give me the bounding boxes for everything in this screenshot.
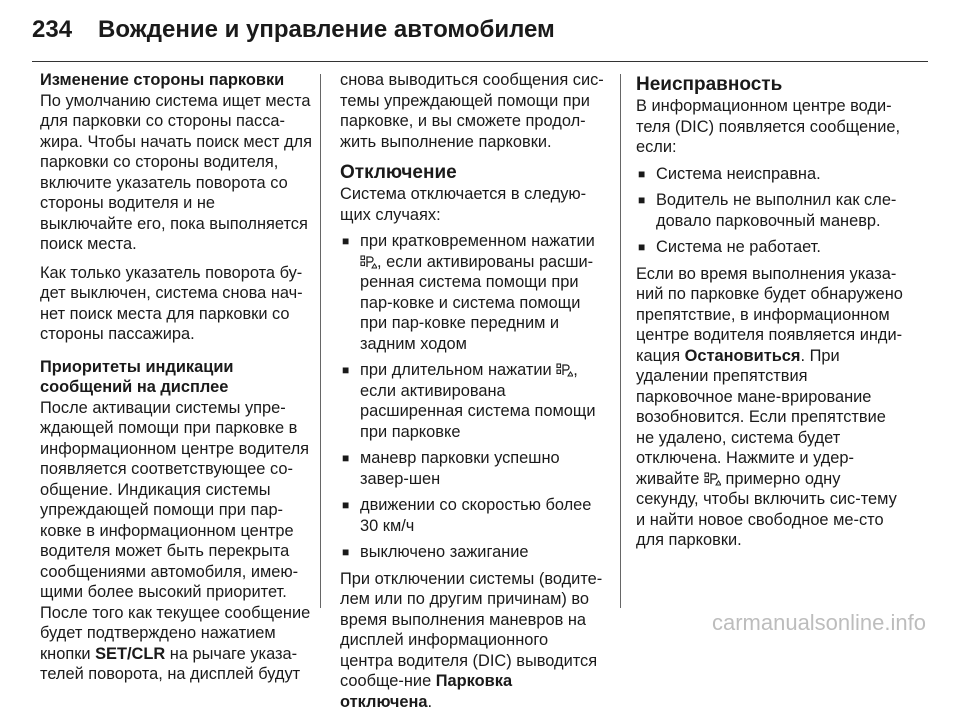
column-3	[636, 70, 904, 551]
heading-fault: Неисправность	[636, 74, 904, 96]
list-item: ■ при кратковременном нажатии , если активированы расши-ренная система помощи при пар-ковке и система помощи при пар-ковке передним и задним ходом	[340, 231, 604, 354]
column-divider-2	[620, 74, 621, 608]
paragraph-fault-intro: В информационном центре води-теля (DIC) появляется сообщение, если:	[636, 96, 904, 158]
message-parking-off: Парковка отключена	[340, 672, 512, 711]
parking-assist-icon	[704, 472, 721, 486]
paragraph-deactivation-message: При отключении системы (водите-лем или по другим причинам) во время выполнения маневров на дисплей информационного центра водителя (DIC) выводится сообще-ние Парковка отключена.	[340, 569, 604, 712]
header-divider	[32, 61, 928, 62]
message-stop: Остановиться	[685, 347, 801, 365]
list-item: ■ Система неисправна.	[636, 164, 904, 185]
set-clr-button-label: SET/CLR	[95, 645, 165, 663]
list-item: ■ Водитель не выполнил как сле-довало парковочный маневр.	[636, 190, 904, 231]
paragraph-priority: После активации системы упре-ждающей помощи при парковке в информационном центре водителя появляется соответствующее со-общение. Индикация системы упреждающей помощи при пар-ковке в информационном центре водителя может быть перекрыта сообщениями автомобиля, имею-щими более высокий приоритет. После того как текущее сообщение будет подтверждено нажатием кнопки SET/CLR на рычаге указа-телей поворота, на дисплей будут	[40, 398, 312, 685]
heading-display-priority: Приоритеты индикации сообщений на дисплее	[40, 357, 312, 398]
parking-assist-icon	[556, 363, 573, 377]
list-item: ■ выключено зажигание	[340, 542, 604, 563]
heading-deactivation: Отключение	[340, 162, 604, 184]
list-item: ■ маневр парковки успешно завер-шен	[340, 448, 604, 489]
deactivation-list	[340, 231, 604, 563]
list-item: ■ Система не работает.	[636, 237, 904, 258]
column-divider-1	[320, 74, 321, 608]
paragraph-continuation: снова выводиться сообщения сис-темы упреждающей помощи при парковке, и вы сможете продол-жить выполнение парковки.	[340, 70, 604, 152]
parking-assist-icon	[360, 255, 377, 269]
paragraph-obstacle: Если во время выполнения указа-ний по парковке будет обнаружено препятствие, в информационном центре водителя появляется инди-кация Остановиться. При удалении препятствия парковочное мане-врирование возобновится. Если препятствие не удалено, система будет отключена. Нажмите и удер-живайте примерно одну секунду, чтобы включить сис-тему и найти новое свободное ме-сто для парковки.	[636, 264, 904, 551]
fault-list	[636, 164, 904, 258]
page-number: 234	[32, 16, 72, 44]
column-1	[40, 70, 312, 685]
page-title: Вождение и управление автомобилем	[98, 16, 555, 44]
list-item: ■ движении со скоростью более 30 км/ч	[340, 495, 604, 536]
column-2	[340, 70, 604, 712]
list-item: ■ при длительном нажатии , если активирована расширенная система помощи при парковке	[340, 360, 604, 442]
paragraph-indicator-off: Как только указатель поворота бу-дет выключен, система снова нач-нет поиск места для парковки со стороны пассажира.	[40, 263, 312, 345]
page-header	[32, 8, 555, 52]
paragraph-deactivation-intro: Система отключается в следую-щих случаях:	[340, 184, 604, 225]
heading-parking-side: Изменение стороны парковки	[40, 70, 312, 91]
watermark: carmanualsonline.info	[712, 610, 926, 636]
paragraph-default-side: По умолчанию система ищет места для парковки со стороны пасса-жира. Чтобы начать поиск мест для парковки со стороны водителя, включите указатель поворота со стороны водителя и не выключайте его, пока выполняется поиск места.	[40, 91, 312, 255]
